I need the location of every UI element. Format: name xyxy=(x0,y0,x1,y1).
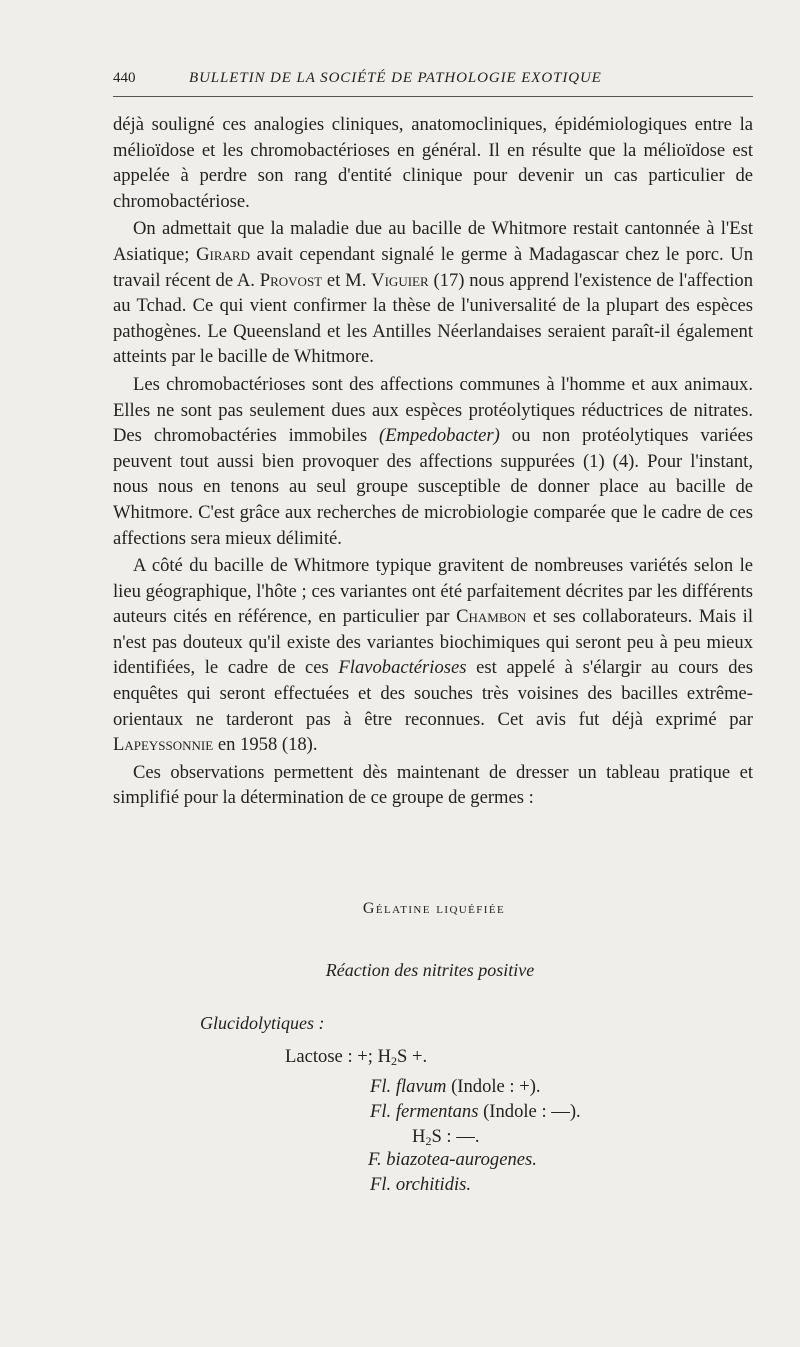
group-label: Glucidolytiques : xyxy=(200,1013,325,1033)
species-fermentans-note: (Indole : —). xyxy=(478,1101,581,1122)
lactose-line-post: S +. xyxy=(397,1046,428,1067)
author-lapeyssonnie: Lapeyssonnie xyxy=(113,734,214,756)
paragraph-2-text-c: et M. xyxy=(322,269,372,291)
table-heading: Gélatine liquéfiée xyxy=(362,900,506,917)
h2s-negative-line xyxy=(412,1126,479,1149)
lactose-line xyxy=(285,1046,427,1069)
h2s-line-sub: 2 xyxy=(425,1134,432,1148)
paragraph-3 xyxy=(113,372,753,551)
species-biazotea: F. biazotea-aurogenes. xyxy=(368,1149,537,1170)
paragraph-2-text-b: avait cependant signalé le germe à Madagascar chez le porc. Un travail récent de A. xyxy=(113,243,753,291)
paragraph-4-text-b: et ses collaborateurs. Mais il n'est pas douteux qu'il existe des variantes biochimiques qui seront peu à peu mieux identifiées, le cadre de ces xyxy=(113,606,753,679)
paragraph-1 xyxy=(113,112,753,214)
running-header xyxy=(113,70,753,92)
species-flavum-name: Fl. flavum xyxy=(370,1076,447,1097)
species-flavum xyxy=(370,1076,541,1098)
author-chambon: Chambon xyxy=(456,606,527,628)
h2s-line-post: S : —. xyxy=(431,1126,480,1147)
author-provost: Provost xyxy=(259,269,323,291)
paragraph-3-text-a: Les chromobactérioses sont des affections communes à l'homme et aux animaux. Elles ne sont pas seulement dues aux espèces protéolytiques réductrices de nitrates. Des chromobactéries immobiles xyxy=(113,373,753,447)
paragraph-5 xyxy=(113,760,753,811)
body-text xyxy=(113,112,753,813)
paragraph-5-text: Ces observations permettent dès maintenant de dresser un tableau pratique et simplifié pour la détermination de ce groupe de germes : xyxy=(113,761,753,809)
term-empedobacter: (Empedobacter) xyxy=(379,425,500,447)
paragraph-2-text-a: On admettait que la maladie due au bacille de Whitmore restait cantonnée à l'Est Asiatique; xyxy=(113,218,753,265)
author-viguier: Viguier xyxy=(371,269,429,291)
paragraph-2 xyxy=(113,216,753,370)
page-number: 440 xyxy=(113,70,136,86)
species-orchitidis: Fl. orchitidis. xyxy=(370,1174,472,1195)
species-fermentans-name: Fl. fermentans xyxy=(370,1101,479,1122)
paragraph-4-text-c: est appelé à s'élargir au cours des enquêtes qui seront effectuées et des souches très voisines des bacilles extrême-orientaux ne tarderont pas à être reconnues. Cet avis fut déjà exprimé par xyxy=(113,657,753,730)
species-flavum-note: (Indole : +). xyxy=(446,1076,541,1097)
paragraph-4-text-a: A côté du bacille de Whitmore typique gravitent de nombreuses variétés selon le lieu géographique, l'hôte ; ces variantes ont été parfaitement décrites par les différents auteurs cités en référence, en particulier par xyxy=(113,555,753,628)
lactose-line-pre: Lactose : +; H xyxy=(285,1046,392,1067)
running-title: BULLETIN DE LA SOCIÉTÉ DE PATHOLOGIE EXOTIQUE xyxy=(189,70,602,86)
header-rule xyxy=(113,96,753,97)
paragraph-4 xyxy=(113,553,753,758)
paragraph-3-text-b: ou non protéolytiques variées peuvent tout aussi bien provoquer des affections suppurées (1) (4). Pour l'instant, nous nous en tenons au seul groupe susceptible de donner place au bacille de Whitmore. C'est grâce aux recherches de microbiologie comparée que le cadre de ces affections sera mieux délimité. xyxy=(113,425,754,549)
table-subheading: Réaction des nitrites positive xyxy=(325,960,535,980)
paragraph-4-text-d: en 1958 (18). xyxy=(213,734,318,756)
author-girard: Girard xyxy=(196,243,250,265)
paragraph-2-text-d: (17) nous apprend l'existence de l'affection au Tchad. Ce qui vient confirmer la thèse de l'universalité de la plupart des espèces pathogènes. Le Queensland et les Antilles Néerlandaises seraient paraît-il également atteints par le bacille de Whitmore. xyxy=(113,269,754,368)
h2s-line-pre: H xyxy=(412,1126,426,1147)
species-fermentans xyxy=(370,1101,581,1123)
lactose-line-sub: 2 xyxy=(391,1054,398,1068)
term-flavobacterioses: Flavobactérioses xyxy=(338,657,467,679)
paragraph-1-text: déjà souligné ces analogies cliniques, anatomocliniques, épidémiologiques entre la mélioïdose et les chromobactérioses en général. Il en résulte que la mélioïdose est appelée à perdre son rang d'entité clinique pour devenir un cas particulier de chromobactériose. xyxy=(113,114,753,212)
